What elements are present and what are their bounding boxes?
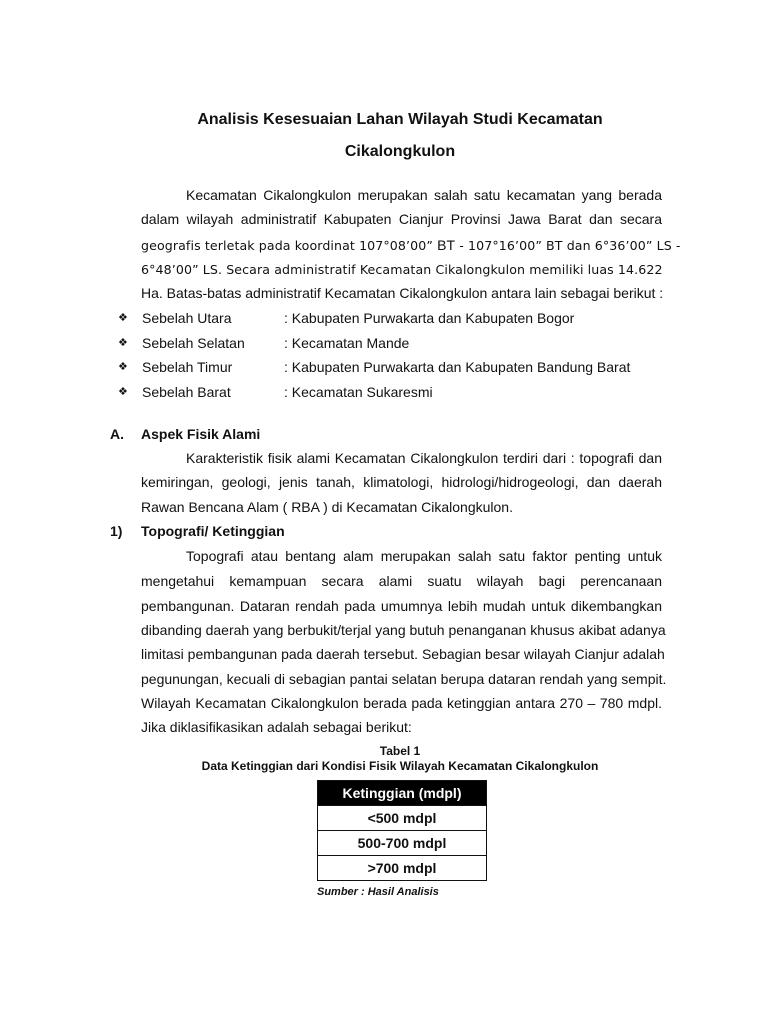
border-value: : Kabupaten Purwakarta dan Kabupaten Bogor <box>284 310 575 326</box>
border-value: : Kabupaten Purwakarta dan Kabupaten Bandung Barat <box>284 359 631 375</box>
section-1-title <box>141 523 285 539</box>
section-1-number: 1) <box>110 523 123 539</box>
section-1-title-bold: Topografi <box>141 523 205 539</box>
border-label: Sebelah Barat <box>142 384 231 400</box>
intro-line-1: Kecamatan Cikalongkulon merupakan salah satu kecamatan yang berada <box>186 187 662 203</box>
table-row <box>318 856 487 881</box>
intro-line-3-coordinate-end: - 107°16’00” BT dan 6°36’00” LS - <box>459 238 681 253</box>
section-1-line-6: pegunungan, kecuali di sebagian pantai selatan berupa dataran rendah yang sempit. <box>141 671 667 687</box>
section-a-line-3: Rawan Bencana Alam ( RBA ) di Kecamatan Cikalongkulon. <box>141 499 513 515</box>
table-cell: >700 mdpl <box>318 856 487 881</box>
section-a-title: Aspek Fisik Alami <box>141 426 261 442</box>
section-1-line-1: Topografi atau bentang alam merupakan salah satu faktor penting untuk <box>186 548 662 564</box>
border-value: : Kecamatan Sukaresmi <box>284 384 433 400</box>
intro-line-3-coordinate-start: geografis terletak pada koordinat 107°08’00” <box>141 238 433 253</box>
table-header-cell: Ketinggian (mdpl) <box>318 781 487 806</box>
table-source: Sumber : Hasil Analisis <box>317 886 439 898</box>
intro-line-3-bt: BT <box>437 237 456 253</box>
table-row <box>318 831 487 856</box>
section-1-line-5: limitasi pembangunan pada daerah tersebut. Sebagian besar wilayah Cianjur adalah <box>141 646 665 662</box>
border-label: Sebelah Utara <box>142 310 232 326</box>
bullet-icon: ❖ <box>118 386 128 398</box>
document-title-line-2: Cikalongkulon <box>344 143 456 160</box>
section-1-line-2: mengetahui kemampuan secara alami suatu wilayah bagi perencanaan <box>141 573 662 589</box>
intro-line-5: Ha. Batas-batas administratif Kecamatan Cikalongkulon antara lain sebagai berikut : <box>141 285 664 301</box>
bullet-icon: ❖ <box>118 337 128 349</box>
intro-line-2: dalam wilayah administratif Kabupaten Cianjur Provinsi Jawa Barat dan secara <box>141 211 662 227</box>
section-1-line-3: pembangunan. Dataran rendah pada umumnya lebih mudah untuk dikembangkan <box>141 598 662 614</box>
bullet-icon: ❖ <box>118 361 128 373</box>
table-row <box>318 806 487 831</box>
elevation-table <box>317 780 487 881</box>
table-caption-title: Data Ketinggian dari Kondisi Fisik Wilayah Kecamatan Cikalongkulon <box>201 759 599 773</box>
border-label: Sebelah Selatan <box>142 335 245 351</box>
intro-line-3 <box>141 237 681 253</box>
section-1-line-4: dibanding daerah yang berbukit/terjal yang butuh penanganan khusus akibat adanya <box>141 622 666 638</box>
border-value: : Kecamatan Mande <box>284 335 410 351</box>
section-1-line-7: Wilayah Kecamatan Cikalongkulon berada pada ketinggian antara 270 – 780 mdpl. <box>141 695 662 711</box>
document-title-line-1: Analisis Kesesuaian Lahan Wilayah Studi Kecamatan <box>197 111 603 128</box>
section-a-line-2: kemiringan, geologi, jenis tanah, klimatologi, hidrologi/hidrogeologi, dan daerah <box>141 474 662 490</box>
bullet-icon: ❖ <box>118 312 128 324</box>
section-1-title-rest: / Ketinggian <box>204 523 285 539</box>
table-header-row <box>318 781 487 806</box>
border-label: Sebelah Timur <box>142 359 233 375</box>
section-a-line-1: Karakteristik fisik alami Kecamatan Cikalongkulon terdiri dari : topografi dan <box>186 450 662 466</box>
table-cell: 500-700 mdpl <box>318 831 487 856</box>
table-caption-number: Tabel 1 <box>379 744 421 758</box>
section-a-number: A. <box>110 426 124 442</box>
intro-line-4: 6°48’00” LS. Secara administratif Kecamatan Cikalongkulon memiliki luas 14.622 <box>141 262 663 277</box>
table-cell: <500 mdpl <box>318 806 487 831</box>
section-1-line-8: Jika diklasifikasikan adalah sebagai berikut: <box>141 719 412 735</box>
